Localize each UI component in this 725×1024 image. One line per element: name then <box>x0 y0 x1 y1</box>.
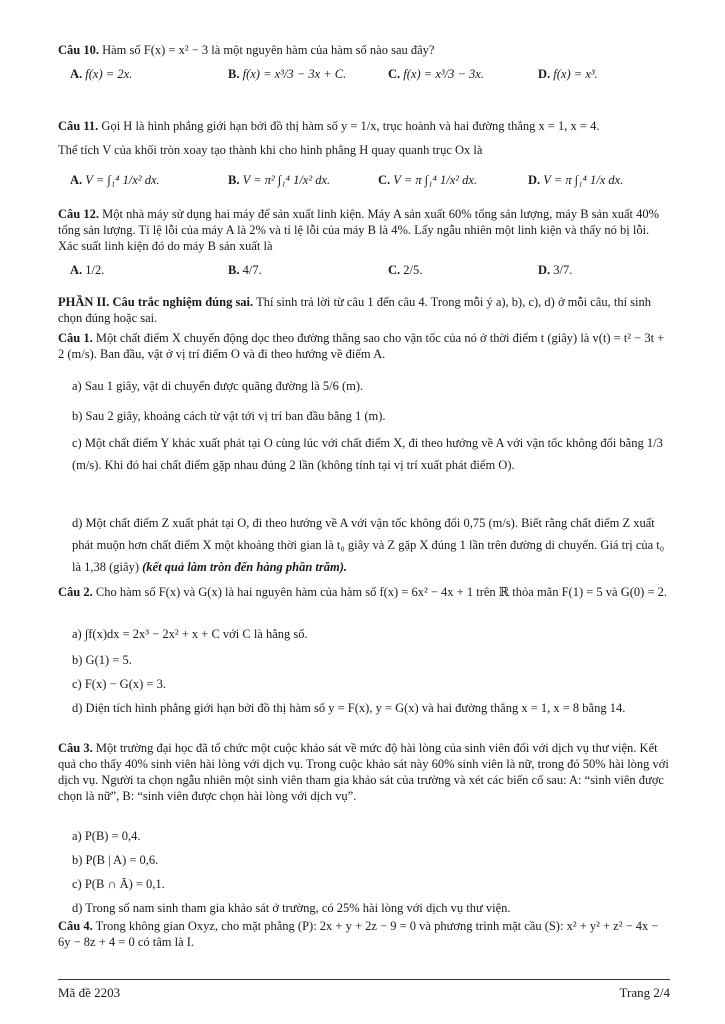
q10-option-c: C. f(x) = x³/3 − 3x. <box>388 67 484 81</box>
question-12-label: Câu 12. <box>58 207 99 221</box>
question-10-text: Hàm số F(x) = x² − 3 là một nguyên hàm của hàm số nào sau đây? <box>102 43 435 57</box>
q10-option-a: A. f(x) = 2x. <box>70 67 133 81</box>
p1-statement-d <box>72 512 670 578</box>
question-12-options <box>58 258 670 282</box>
question-10-options <box>58 62 670 86</box>
question-12-text: Một nhà máy sử dụng hai máy để sản xuất linh kiện. Máy A sản xuất 60% tổng sản lượng, máy B sản xuất 40% tổng sản lượng. Tỉ lệ lỗi của máy A là 2% và tỉ lệ lỗi của máy B là 4%. Lấy ngẫu nhiên một linh kiện và thấy nó bị lỗi. Xác suất linh kiện đó do máy B sản xuất là <box>58 207 660 253</box>
question-11-text2: Thể tích V của khối tròn xoay tạo thành khi cho hình phẳng H quay quanh trục Ox là <box>58 143 483 157</box>
part2-question-1-text: Một chất điểm X chuyển động dọc theo đường thẳng sao cho vận tốc của nó ở thời điểm t (giây) là v(t) = t² − 3t + 2 (m/s). Ban đầu, vật ở vị trí điểm O và đi theo hướng về điểm A. <box>58 331 665 361</box>
p3-statement-a: a) P(B) = 0,4. <box>72 829 141 843</box>
part-2-heading-block <box>58 294 670 326</box>
part2-question-2-text: Cho hàm số F(x) và G(x) là hai nguyên hàm của hàm số f(x) = 6x² − 4x + 1 trên ℝ thỏa mãn F(1) = 5 và G(0) = 2. <box>95 585 668 599</box>
part2-question-3-label: Câu 3. <box>58 741 93 755</box>
part2-question-2-label: Câu 2. <box>58 585 93 599</box>
part-2-instructions: Thí sinh trả lời từ câu 1 đến câu 4. Trong mỗi ý a), b), c), d) ở mỗi câu, thí sinh chọn đúng hoặc sai. <box>58 295 652 325</box>
p3-statement-c: c) P(B ∩ Ā) = 0,1. <box>72 877 165 891</box>
p1-statement-c: c) Một chất điểm Y khác xuất phát tại O cùng lúc với chất điểm X, đi theo hướng về A với vận tốc không đổi bằng 1/3 (m/s). Khi đó hai chất điểm gặp nhau đúng 2 lần (không tính tại vị trí xuất phát điểm O). <box>72 436 663 472</box>
part2-question-4-label: Câu 4. <box>58 919 93 933</box>
p3-statement-b: b) P(B | A) = 0,6. <box>72 853 159 867</box>
q11-option-c: C. V = π ∫₁⁴ 1/x² dx. <box>378 173 478 187</box>
part2-question-2 <box>58 584 670 600</box>
p3-statement-d: d) Trong số nam sinh tham gia khảo sát ở trường, có 25% hài lòng với dịch vụ thư viện. <box>72 901 511 915</box>
question-10-label: Câu 10. <box>58 43 99 57</box>
part2-question-4 <box>58 918 670 950</box>
p2-statement-a: a) ∫f(x)dx = 2x³ − 2x² + x + C với C là hằng số. <box>72 627 308 641</box>
part2-question-1 <box>58 330 670 362</box>
q10-option-b: B. f(x) = x³/3 − 3x + C. <box>228 67 347 81</box>
part2-question-4-text: Trong không gian Oxyz, cho mặt phẳng (P): 2x + y + 2z − 9 = 0 và phương trình mặt cầu (S): x² + y² + z² − 4x − 6y − 8z + 4 = 0 có tâm là I. <box>58 919 659 949</box>
q12-option-a: A. 1/2. <box>70 263 105 277</box>
question-10 <box>58 42 670 58</box>
p1-statement-a: a) Sau 1 giây, vật di chuyển được quãng đường là 5/6 (m). <box>72 379 364 393</box>
p1-statement-b: b) Sau 2 giây, khoảng cách từ vật tới vị trí ban đầu bằng 1 (m). <box>72 409 386 423</box>
q12-option-b: B. 4/7. <box>228 263 262 277</box>
part2-question-1-label: Câu 1. <box>58 331 93 345</box>
question-12 <box>58 206 670 254</box>
question-11-options <box>58 168 670 192</box>
p1-statement-d-note: (kết quả làm tròn đến hàng phần trăm). <box>142 560 348 574</box>
question-11-label: Câu 11. <box>58 119 99 133</box>
part2-question-3-text: Một trường đại học đã tổ chức một cuộc khảo sát về mức độ hài lòng của sinh viên đối với dịch vụ thư viện. Kết quả cho thấy 40% sinh viên hài lòng với dịch vụ. Trong cuộc khảo sát này 60% sinh viên là nữ, trong đó 50% hài lòng với dịch vụ. Người ta chọn ngẫu nhiên một sinh viên tham gia khảo sát của trường và xét các biến cố sau: A: “sinh viên được chọn là nữ”, B: “sinh viên được chọn hài lòng với dịch vụ”. <box>58 741 669 803</box>
q10-option-d: D. f(x) = x³. <box>538 67 598 81</box>
part2-question-3 <box>58 740 670 804</box>
p2-statement-d: d) Diện tích hình phẳng giới hạn bởi đồ thị hàm số y = F(x), y = G(x) và hai đường thẳng x = 1, x = 8 bằng 14. <box>72 701 626 715</box>
exam-code: Mã đề 2203 <box>58 985 121 1000</box>
p1-statement-d-text: d) Một chất điểm Z xuất phát tại O, đi theo hướng về A với vận tốc không đổi 0,75 (m/s). Biết rằng chất điểm Z xuất phát muộn hơn chất điểm X một khoảng thời gian là t₀ giây và Z gặp X đúng 1 lần trên đường di chuyển. Giá trị của t₀ là 1,38 (giây) <box>72 516 665 574</box>
q11-option-a: A. V = ∫₁⁴ 1/x² dx. <box>70 173 160 187</box>
q11-option-d: D. V = π ∫₁⁴ 1/x dx. <box>528 173 624 187</box>
p2-statement-c: c) F(x) − G(x) = 3. <box>72 677 166 691</box>
footer-divider <box>58 979 670 980</box>
p2-statement-b: b) G(1) = 5. <box>72 653 132 667</box>
question-11 <box>58 118 670 134</box>
question-11-text: Gọi H là hình phẳng giới hạn bởi đồ thị hàm số y = 1/x, trục hoành và hai đường thẳng x = 1, x = 4. <box>101 119 600 133</box>
page-number: Trang 2/4 <box>619 985 670 1000</box>
q11-option-b: B. V = π² ∫₁⁴ 1/x² dx. <box>228 173 331 187</box>
q12-option-d: D. 3/7. <box>538 263 573 277</box>
part-2-heading: PHẦN II. Câu trắc nghiệm đúng sai. <box>58 295 254 309</box>
q12-option-c: C. 2/5. <box>388 263 423 277</box>
